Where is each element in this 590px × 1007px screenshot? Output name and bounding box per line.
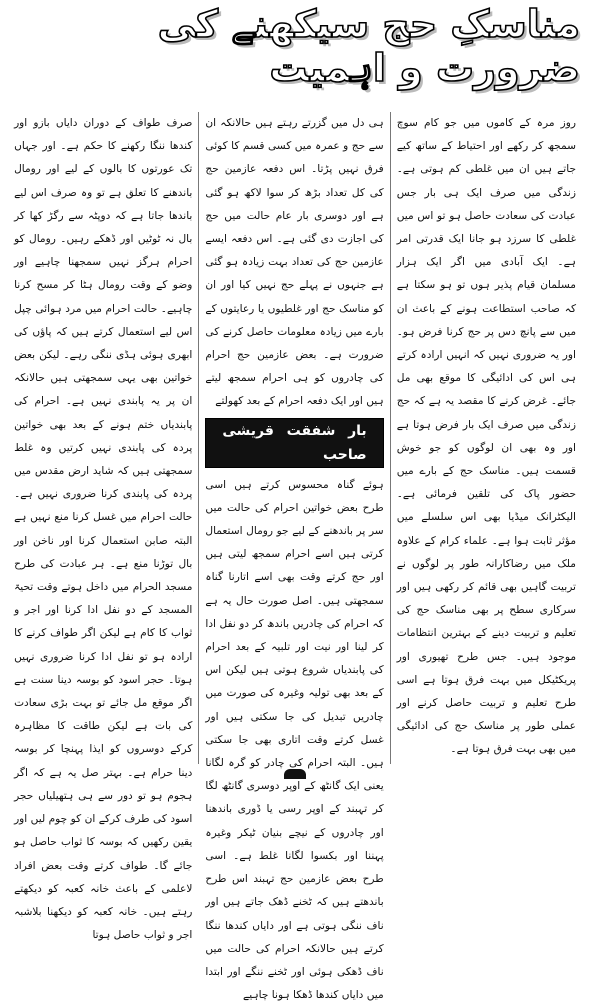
column-middle-bottom-text: ہوئے گناہ محسوس کرتے ہیں اسی طرح بعض خواتین احرام کی حالت میں سر پر باندھنے کے لیے جو رومال استعمال کرتی ہیں اسے احرام سمجھ لیتی ہیں اور حج کرتے وقت بھی اسے اتارنا گناہ سمجھتی ہیں۔ اصل صورت حال یہ ہے کہ احرام کی چادریں باندھ کر دو نفل ادا کر لینا اور نیت اور تلبیہ کے بعد احرام کی پابندیاں شروع ہوتی ہیں لیکن اس کے بعد بھی تولیہ وغیرہ کی صورت میں چادریں تبدیل کی جا سکتی ہیں اور غسل کرتے وقت اتاری بھی جا سکتی ہیں۔ البتہ احرام کی چادر کو گرہ لگانا یعنی ایک گانٹھ کے اوپر دوسری گانٹھ لگا کر تہبند کے اوپر رسی یا ڈوری باندھنا اور چادروں کے نیچے بنیان ٹیکر وغیرہ پہننا اور بکسوا لگانا غلط ہے۔ اسی طرح بعض عازمین حج تہبند اس طرح باندھتے ہیں کہ ٹخنے ڈھک جاتے ہیں اور ناف ننگی ہوتی ہے اور دایاں کندھا ننگا کرتے ہیں حالانکہ احرام کی حالت میں ناف ڈھکی ہوئی اور ٹخنے ننگے اور ابتدا میں دایاں کندھا ڈھکا ہونا چاہیے — [205, 478, 384, 1002]
article-columns — [8, 112, 582, 1002]
column-right — [391, 112, 582, 764]
column-middle — [199, 112, 390, 1002]
article-title: مناسکِ حج سیکھنے کی ضرورت و اہمیت — [157, 2, 580, 90]
column-middle-top-text: ہی دل میں گزرتے رہتے ہیں حالانکہ ان سے حج و عمرہ میں کسی قسم کا کوئی فرق نہیں پڑتا۔ اس دفعہ عازمین حج کی کل تعداد بڑھ کر سوا لاکھ ہو گئی ہے اور دوسری بار عام حالت میں حج کی اجازت دی گئی ہے۔ اس دفعہ ایسے عازمین حج کی تعداد بہت زیادہ ہو گئی ہے جنہوں نے پہلے حج نہیں کیا اور ان کو مناسک حج اور غلطیوں یا رعایتوں کے بارے میں زیادہ معلومات حاصل کرنے کی ضرورت ہے۔ بعض عازمین حج احرام کی چادروں کو ہی احرام سمجھ لیتے ہیں اور ایک دفعہ احرام کے بعد کھولتے — [205, 117, 384, 408]
page-bottom — [0, 768, 590, 780]
author-name: بار شفقت قریشی صاحب — [205, 418, 383, 468]
column-left-text: صرف طواف کے دوران دایاں بازو اور کندھا ننگا رکھنے کا حکم ہے۔ اور جہاں تک عورتوں کا بالوں کے لیے اور رومال باندھنے کا تعلق ہے تو وہ صرف اس لیے باندھا جاتا ہے کہ دوپٹہ سے رگڑ کھا کر بال نہ ٹوٹیں اور ڈھکے رہیں۔ رومال کو احرام ہرگز نہیں سمجھنا چاہیے اور وضو کے وقت رومال ہٹا کر مسح کرنا چاہیے۔ حالت احرام میں مرد ہوائی چپل اس لیے استعمال کرتے ہیں کہ پاؤں کی ابھری ہوئی ہڈی ننگی رہے۔ لیکن بعض خواتین بھی یہی سمجھتی ہیں حالانکہ ان پر یہ پابندی نہیں ہے۔ احرام کی پابندیاں ختم ہونے کے بعد بھی خواتین پردہ کی پابندی نہیں کرتیں وہ غلط سمجھتی ہیں کہ شاید ارض مقدس میں پردہ کی پابندی کرنا ضروری نہیں ہے۔ حالت احرام میں غسل کرنا منع نہیں ہے البتہ صابن استعمال کرنا اور ناخن اور بال توڑنا منع ہے۔ ہر عبادت کی طرح مسجد الحرام میں داخل ہوتے وقت تحیۃ المسجد کے دو نفل ادا کرنا اور اجر و ثواب کا کام ہے لیکن اگر طواف کرنے کا ارادہ ہو تو نفل ادا کرنا ضروری نہیں ہوتا۔ حجر اسود کو بوسہ دینا سنت ہے اگر موقع مل جائے تو بہت بڑی سعادت کی بات ہے لیکن طاقت کا مظاہرہ کرکے دوسروں کو ایذا پہنچا کر بوسہ دینا حرام ہے۔ بہتر صل یہ ہے کہ اگر ہجوم ہو تو دور سے ہی ہتھیلیاں حجر اسود کی طرف کرکے ان کو چوم لیں اور یقین رکھیں کہ بوسہ کا ثواب حاصل ہو جائے گا۔ طواف کرتے وقت بعض افراد لاعلمی کے باعث خانہ کعبہ کو دیکھتے رہتے ہیں۔ خانہ کعبہ کو دیکھنا بلاشبہ اجر و ثواب حاصل ہوتا — [14, 117, 193, 942]
page-number-tab — [284, 769, 306, 779]
column-left — [8, 112, 199, 942]
author-byline — [205, 418, 383, 468]
column-right-text: روز مرہ کے کاموں میں جو کام سوچ سمجھ کر رکھے اور احتیاط کے ساتھ کیے جاتے ہیں ان میں غلطی کم ہوتی ہے۔ زندگی میں صرف ایک ہی بار جس عبادت کی سعادت حاصل ہو تو اس میں غلطی کا سرزد ہو جانا ایک قدرتی امر ہے۔ ایک آبادی میں اگر ایک ہزار مسلمان قیام پذیر ہوں تو ہو سکتا ہے کہ صاحب استطاعت ہونے کے باعث ان میں سے پانچ دس پر حج کرنا فرض ہو۔ اور یہ ضروری نہیں کہ انہیں ارادہ کرتے ہی اس کی ادائیگی کا موقع بھی مل جائے۔ غرض کرنے کا مقصد یہ ہے کہ حج زندگی میں صرف ایک بار فرض ہوتا ہے اور وہ بھی ان لوگوں کو جو خوش قسمت ہیں۔ مناسک حج کے بارے میں حضور پاک کی تلقین فرمائی ہے۔ الیکٹرانک میڈیا بھی اس سلسلے میں مؤثر ثابت ہوا ہے۔ علماء کرام کے علاوہ ملک میں رضاکارانہ طور پر لوگوں نے تربیت گاہیں بھی قائم کر رکھی ہیں اور سرکاری سطح پر بھی مناسک حج کی تعلیم و تربیت دینے کے بہترین انتظامات موجود ہیں۔ جس طرح تھیوری اور پریکٹیکل میں بہت فرق ہوتا ہے اسی طرح تعلیم و تربیت حاصل کرنے اور عملی طور پر مناسک حج کی ادائیگی میں بھی بہت فرق ہوتا ہے۔ — [396, 117, 576, 756]
